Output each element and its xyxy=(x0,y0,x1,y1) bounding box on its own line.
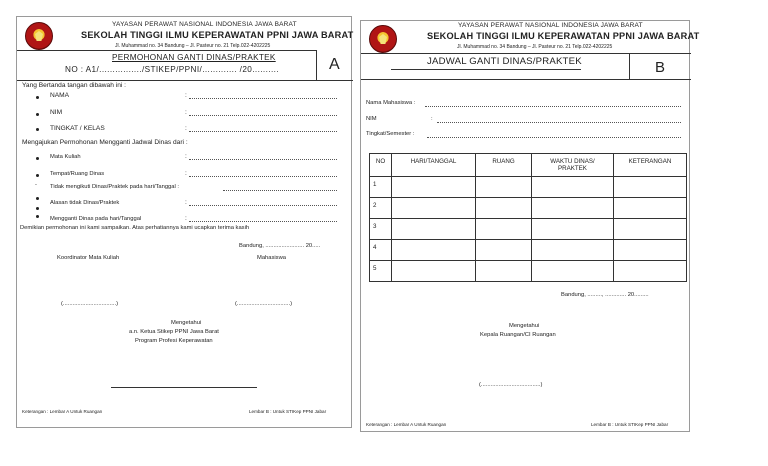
tingkat-fill-line[interactable] xyxy=(427,137,681,138)
mata-kuliah-fill-line[interactable] xyxy=(189,159,337,160)
col-header-hari-tanggal: HARI/TANGGAL xyxy=(392,154,476,177)
field-sep: : xyxy=(185,153,187,160)
row-number: 5 xyxy=(370,261,392,282)
form-letter: B xyxy=(655,59,666,76)
col-header-no: NO xyxy=(370,154,392,177)
form-title: PERMOHONAN GANTI DINAS/PRAKTEK xyxy=(112,53,276,62)
tidak-mengikuti-fill-line[interactable] xyxy=(223,190,337,191)
field-label-alasan: Alasan tidak Dinas/Praktek xyxy=(50,200,120,206)
col-header-keterangan: KETERANGAN xyxy=(614,154,687,177)
table-cell[interactable] xyxy=(532,219,614,240)
approval-program: Program Profesi Keperawatan xyxy=(135,338,213,344)
approver-signature-line[interactable] xyxy=(111,387,257,388)
table-row xyxy=(370,177,687,198)
tingkat-fill-line[interactable] xyxy=(189,131,337,132)
col-header-ruang: RUANG xyxy=(476,154,532,177)
field-label-tingkat: Tingkat/Semester : xyxy=(366,131,415,137)
footer-note-left: Keterangan : Lembar A Untuk Ruangan xyxy=(22,409,103,414)
table-cell[interactable] xyxy=(476,198,532,219)
dash-marker: - xyxy=(35,182,37,188)
row-number: 2 xyxy=(370,198,392,219)
footer-note-right: Lembar B : Untuk STIKep PPNI Jabar xyxy=(249,409,327,414)
stikep-logo-icon xyxy=(369,25,397,53)
table-row xyxy=(370,198,687,219)
header-divider xyxy=(17,50,316,51)
request-intro: Mengajukan Permohonan Mengganti Jadwal Dinas dari : xyxy=(22,139,188,146)
field-sep: : xyxy=(185,125,187,132)
field-sep: : xyxy=(185,109,187,116)
table-row xyxy=(370,240,687,261)
coordinator-signature-line[interactable]: (.................................) xyxy=(61,301,119,307)
title-divider xyxy=(17,80,353,81)
coordinator-label: Koordinator Mata Kuliah xyxy=(57,255,120,261)
table-cell[interactable] xyxy=(476,261,532,282)
bullet-icon xyxy=(36,207,39,210)
table-cell[interactable] xyxy=(532,240,614,261)
table-header-row xyxy=(370,154,687,177)
title-underline xyxy=(391,69,581,70)
intro-text: Yang Bertanda tangan dibawah ini : xyxy=(22,82,126,89)
field-label-nama: Nama Mahasiswa : xyxy=(366,100,416,106)
row-number: 3 xyxy=(370,219,392,240)
table-cell[interactable] xyxy=(392,261,476,282)
mengganti-fill-line[interactable] xyxy=(189,221,337,222)
school-address: Jl. Muhammad no. 34 Bandung – Jl. Pasteur no. 21 Telp.022-4202225 xyxy=(115,43,271,49)
bullet-icon xyxy=(36,197,39,200)
alasan-fill-line[interactable] xyxy=(189,205,337,206)
table-cell[interactable] xyxy=(532,198,614,219)
nim-sep: : xyxy=(431,116,433,122)
stikep-logo-icon xyxy=(25,22,53,50)
table-row xyxy=(370,219,687,240)
approval-role: a.n. Ketua Stikep PPNI Jawa Barat xyxy=(129,329,219,335)
field-label-mata-kuliah: Mata Kuliah xyxy=(50,154,81,160)
row-number: 1 xyxy=(370,177,392,198)
form-b xyxy=(360,20,700,432)
school-address: Jl. Muhammad no. 34 Bandung – Jl. Pasteur no. 21 Telp.022-4202225 xyxy=(457,44,613,50)
table-cell[interactable] xyxy=(476,219,532,240)
place-date: Bandung, ........., ............. 20......... xyxy=(561,292,649,298)
foundation-name: YAYASAN PERAWAT NASIONAL INDONESIA JAWA BARAT xyxy=(112,21,297,28)
nama-fill-line[interactable] xyxy=(189,98,337,99)
student-label: Mahasiswa xyxy=(257,255,286,261)
letter-box-border xyxy=(316,50,317,80)
bullet-icon xyxy=(36,128,39,131)
approval-heading: Mengetahui xyxy=(171,320,202,326)
school-name: SEKOLAH TINGGI ILMU KEPERAWATAN PPNI JAWA BARAT xyxy=(81,30,354,40)
tempat-fill-line[interactable] xyxy=(189,176,337,177)
letter-box-border xyxy=(629,53,630,79)
nim-fill-line[interactable] xyxy=(189,115,337,116)
approval-heading: Mengetahui xyxy=(509,323,540,329)
form-letter: A xyxy=(329,56,340,73)
place-date: Bandung, ........................ 20..... xyxy=(239,243,321,249)
header-divider xyxy=(361,53,691,54)
field-label-nim: NIM xyxy=(366,116,377,122)
table-cell[interactable] xyxy=(532,177,614,198)
field-label-tidak-mengikuti: Tidak mengikuti Dinas/Praktek pada hari/Tanggal : xyxy=(50,184,179,190)
footer-note-right: Lembar B : Untuk STIKep PPNI Jabar xyxy=(591,422,669,427)
approver-signature-line[interactable]: (.....................................) xyxy=(479,382,543,388)
form-a xyxy=(16,16,352,428)
table-cell[interactable] xyxy=(614,261,687,282)
closing-text: Demikian permohonan ini kami sampaikan. Atas perhatiannya kami ucapkan terima kasih xyxy=(20,225,250,231)
table-cell[interactable] xyxy=(614,240,687,261)
field-label-tempat: Tempat/Ruang Dinas xyxy=(50,171,105,177)
table-cell[interactable] xyxy=(614,177,687,198)
field-label-nama: NAMA xyxy=(50,92,70,99)
table-cell[interactable] xyxy=(392,219,476,240)
footer-note-left: Keterangan : Lembar A Untuk Ruangan xyxy=(366,422,447,427)
table-row xyxy=(370,261,687,282)
field-label-tingkat: TINGKAT / KELAS xyxy=(50,125,105,132)
bullet-icon xyxy=(36,157,39,160)
title-divider xyxy=(361,79,691,80)
bullet-icon xyxy=(36,174,39,177)
schedule-table xyxy=(369,153,687,282)
bullet-icon xyxy=(36,113,39,116)
table-cell[interactable] xyxy=(614,219,687,240)
row-number: 4 xyxy=(370,240,392,261)
form-number: NO : A1/................/STIKEP/PPNI/............. /20.......... xyxy=(65,65,279,74)
field-sep: : xyxy=(185,170,187,177)
field-sep: : xyxy=(185,92,187,99)
field-sep: : xyxy=(185,199,187,206)
field-sep: : xyxy=(185,215,187,222)
table-cell[interactable] xyxy=(392,177,476,198)
table-cell[interactable] xyxy=(392,240,476,261)
table-cell[interactable] xyxy=(532,261,614,282)
table-cell[interactable] xyxy=(392,198,476,219)
table-cell[interactable] xyxy=(476,177,532,198)
approval-role: Kepala Ruangan/CI Ruangan xyxy=(480,332,556,338)
field-label-mengganti: Mengganti Dinas pada hari/Tanggal xyxy=(50,216,142,222)
table-cell[interactable] xyxy=(614,198,687,219)
nim-fill-line[interactable] xyxy=(437,122,681,123)
nama-fill-line[interactable] xyxy=(425,106,681,107)
school-name: SEKOLAH TINGGI ILMU KEPERAWATAN PPNI JAWA BARAT xyxy=(427,31,700,41)
student-signature-line[interactable]: (.................................) xyxy=(235,301,293,307)
form-title: JADWAL GANTI DINAS/PRAKTEK xyxy=(427,56,582,67)
col-header-waktu: WAKTU DINAS/ PRAKTEK xyxy=(532,154,614,177)
bullet-icon xyxy=(36,96,39,99)
foundation-name: YAYASAN PERAWAT NASIONAL INDONESIA JAWA BARAT xyxy=(458,22,643,29)
table-cell[interactable] xyxy=(476,240,532,261)
bullet-icon xyxy=(36,215,39,218)
field-label-nim: NIM xyxy=(50,109,63,116)
